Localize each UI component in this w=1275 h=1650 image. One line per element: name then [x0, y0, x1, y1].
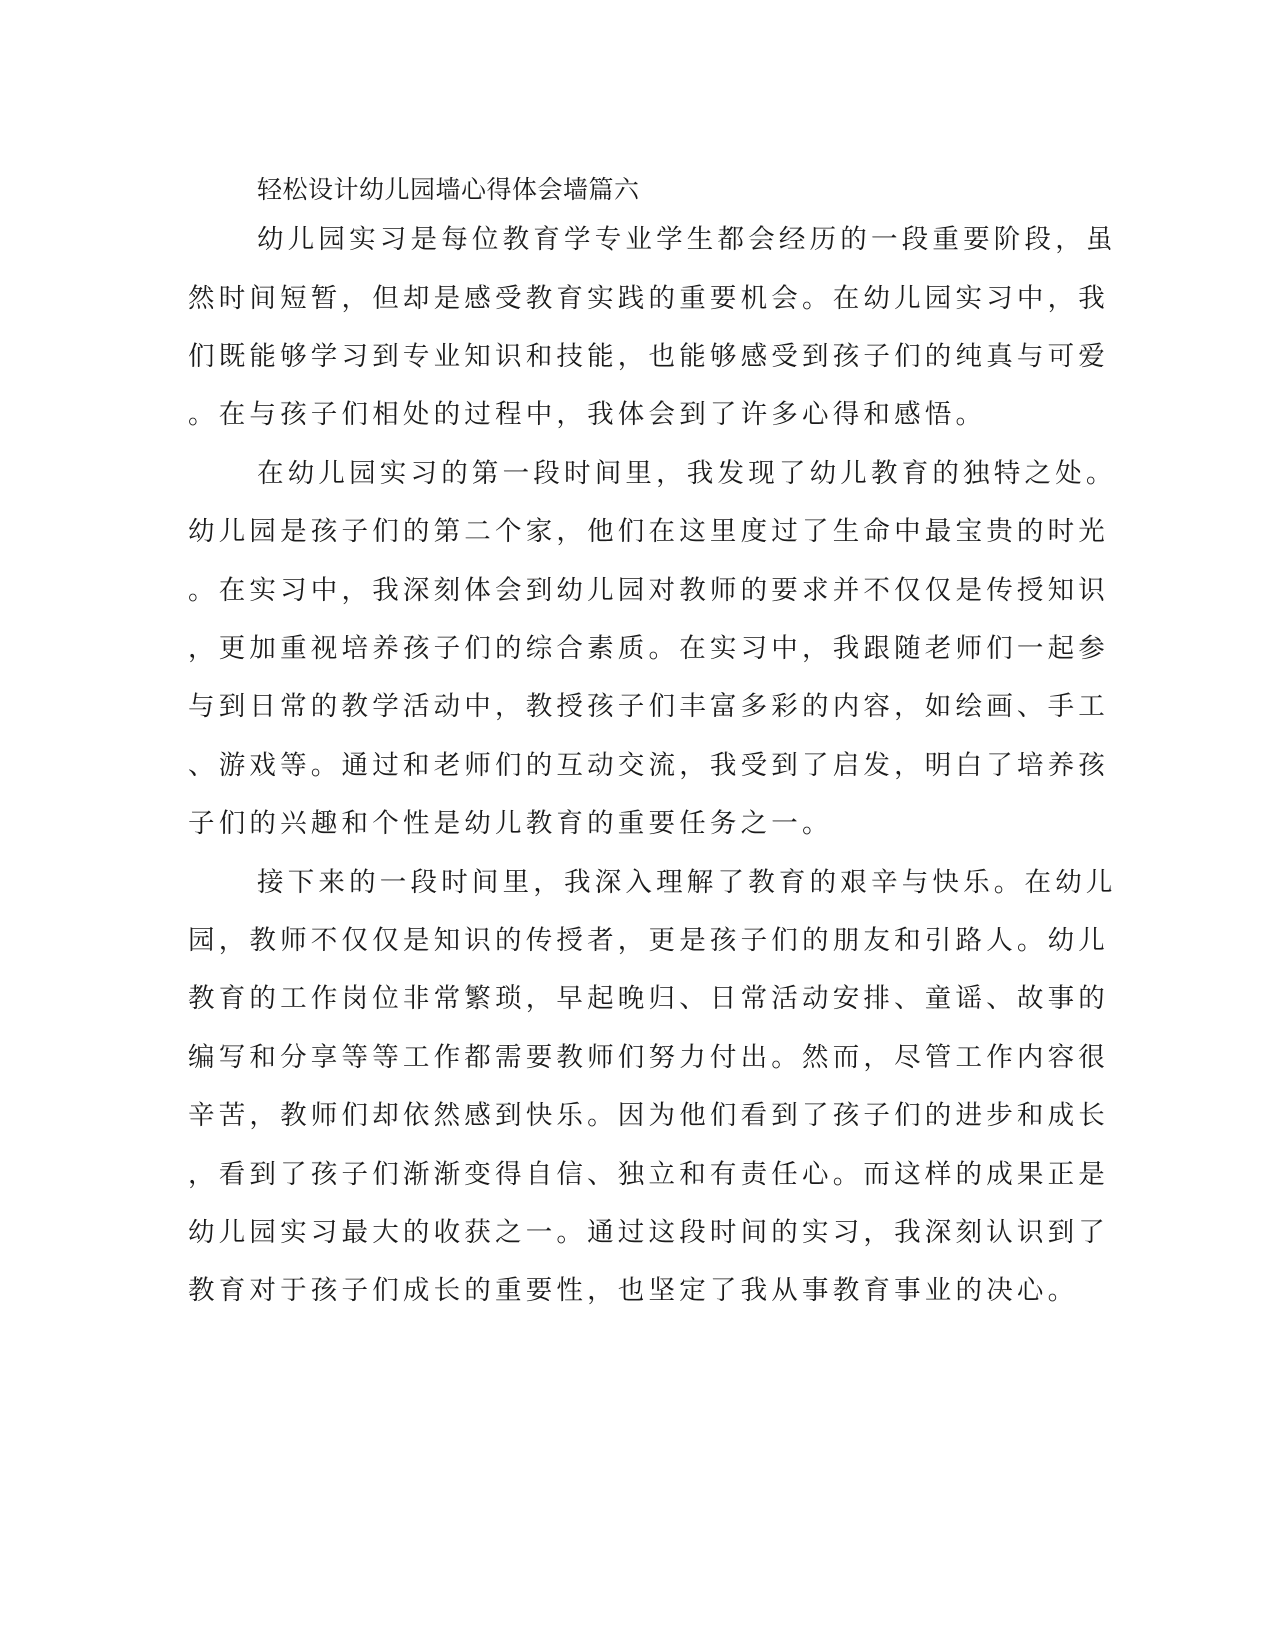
paragraph-3-line-4: 编写和分享等等工作都需要教师们努力付出。然而，尽管工作内容很 [188, 1042, 1109, 1073]
paragraph-3-line-2: 园，教师不仅仅是知识的传授者，更是孩子们的朋友和引路人。幼儿 [188, 925, 1109, 956]
paragraph-3-line-5: 辛苦，教师们却依然感到快乐。因为他们看到了孩子们的进步和成长 [188, 1100, 1109, 1131]
paragraph-3-line-1: 接下来的一段时间里，我深入理解了教育的艰辛与快乐。在幼儿 [257, 867, 1117, 898]
paragraph-2-line-2: 幼儿园是孩子们的第二个家，他们在这里度过了生命中最宝贵的时光 [188, 516, 1109, 547]
paragraph-2-line-4: ，更加重视培养孩子们的综合素质。在实习中，我跟随老师们一起参 [188, 633, 1109, 664]
paragraph-1-line-1: 幼儿园实习是每位教育学专业学生都会经历的一段重要阶段，虽 [257, 224, 1117, 255]
paragraph-2-line-1: 在幼儿园实习的第一段时间里，我发现了幼儿教育的独特之处。 [257, 458, 1117, 489]
paragraph-1-line-4: 。在与孩子们相处的过程中，我体会到了许多心得和感悟。 [188, 399, 987, 430]
paragraph-2-line-6: 、游戏等。通过和老师们的互动交流，我受到了启发，明白了培养孩 [188, 750, 1109, 781]
paragraph-3-line-7: 幼儿园实习最大的收获之一。通过这段时间的实习，我深刻认识到了 [188, 1217, 1109, 1248]
document-title: 轻松设计幼儿园墙心得体会墙篇六 [257, 175, 640, 204]
paragraph-2-line-5: 与到日常的教学活动中，教授孩子们丰富多彩的内容，如绘画、手工 [188, 691, 1109, 722]
paragraph-1-line-3: 们既能够学习到专业知识和技能，也能够感受到孩子们的纯真与可爱 [188, 341, 1109, 372]
paragraph-2-line-3: 。在实习中，我深刻体会到幼儿园对教师的要求并不仅仅是传授知识 [188, 575, 1109, 606]
paragraph-3-line-3: 教育的工作岗位非常繁琐，早起晚归、日常活动安排、童谣、故事的 [188, 983, 1109, 1014]
paragraph-3-line-6: ，看到了孩子们渐渐变得自信、独立和有责任心。而这样的成果正是 [188, 1159, 1109, 1190]
paragraph-3-line-8: 教育对于孩子们成长的重要性，也坚定了我从事教育事业的决心。 [188, 1275, 1079, 1306]
paragraph-2-line-7: 子们的兴趣和个性是幼儿教育的重要任务之一。 [188, 808, 833, 839]
paragraph-1-line-2: 然时间短暂，但却是感受教育实践的重要机会。在幼儿园实习中，我 [188, 283, 1109, 314]
